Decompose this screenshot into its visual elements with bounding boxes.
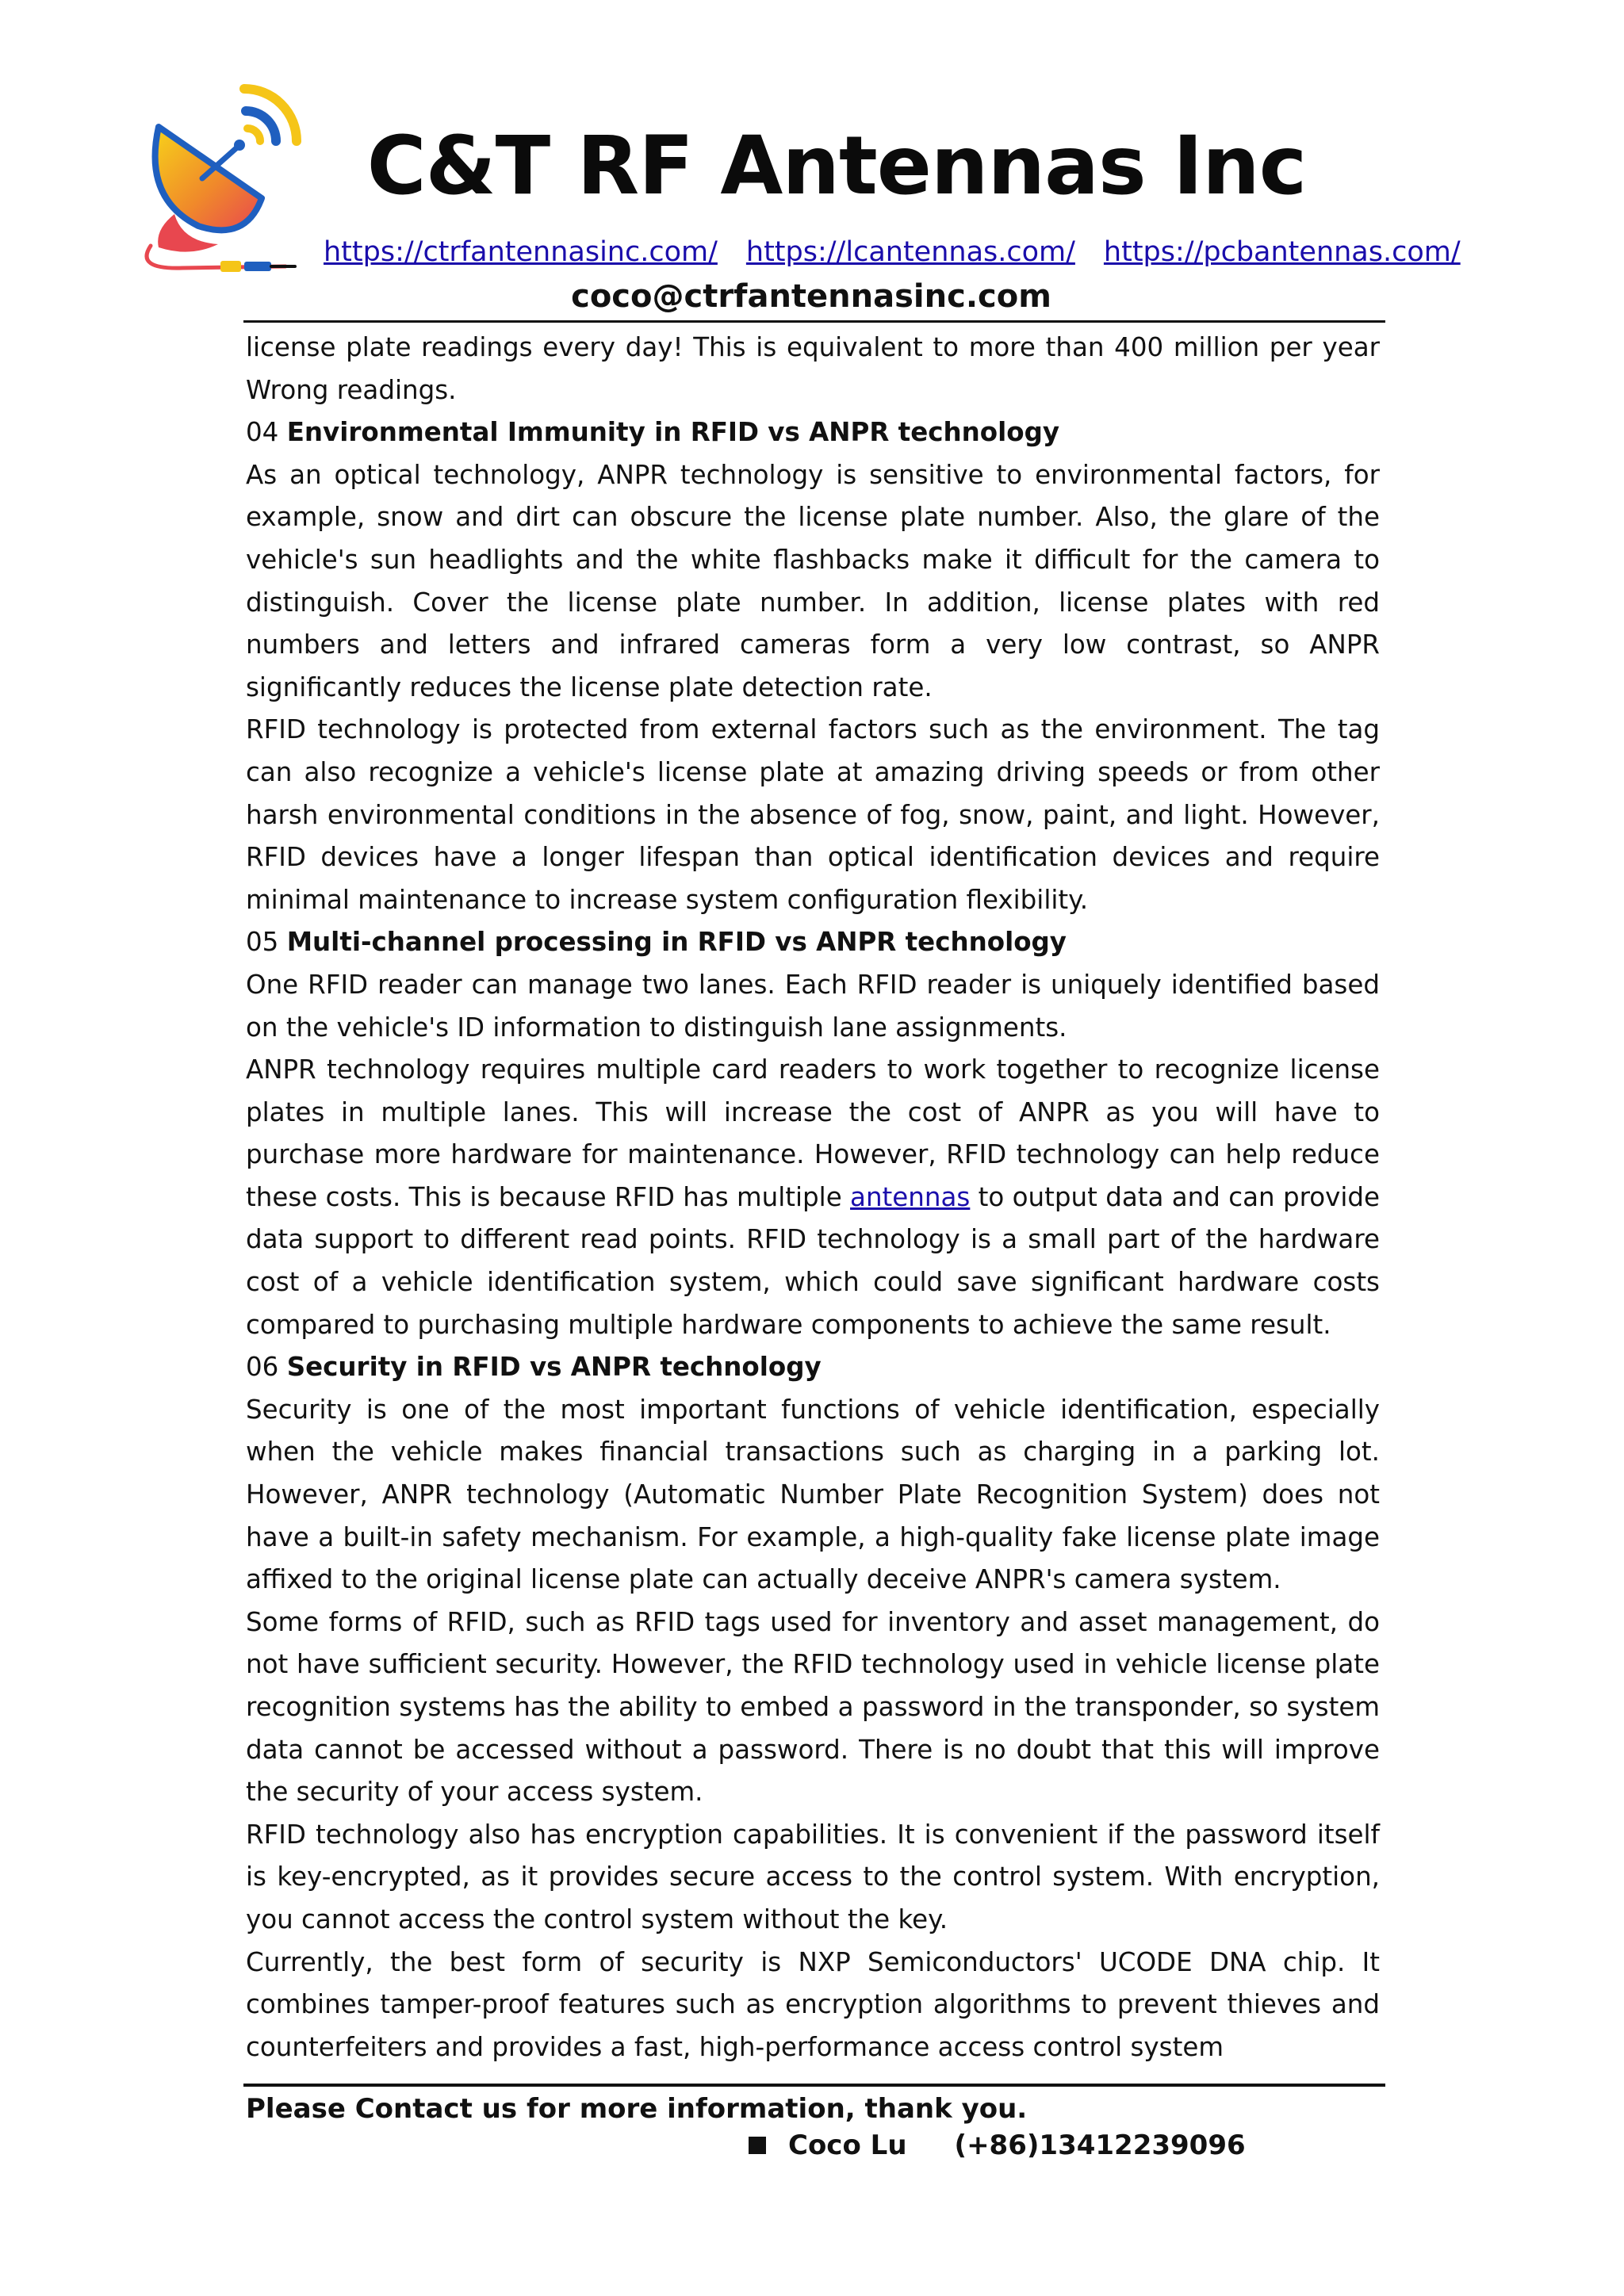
paragraph: RFID technology is protected from external factors such as the environment. The tag can also recognize a vehicle's license plate at amazing driving speeds or from other harsh environmental conditions in the absence of fog, snow, paint, and light. However, RFID devices have a longer lifespan than optical identification devices and require minimal maintenance to increase system configuration flexibility. bbox=[246, 714, 1380, 915]
section-heading bbox=[246, 1346, 1380, 1389]
contact-line bbox=[749, 2126, 1246, 2164]
paragraph: One RFID reader can manage two lanes. Each RFID reader is uniquely identified based on the vehicle's ID information to distinguish lane assignments. bbox=[246, 969, 1380, 1043]
header-divider bbox=[243, 320, 1385, 323]
section-number: 04 bbox=[246, 417, 279, 448]
paragraph: Security is one of the most important functions of vehicle identification, especially when the vehicle makes financial transactions such as charging in a parking lot. However, ANPR technology (Automatic Number Plate Recognition System) does not have a built-in safety mechanism. For example, a high-quality fake license plate image affixed to the original license plate can actually deceive ANPR's camera system. bbox=[246, 1394, 1380, 1595]
company-title: C&T RF Antennas Inc bbox=[366, 119, 1307, 213]
link-pcbantennas[interactable]: https://pcbantennas.com/ bbox=[1103, 236, 1461, 268]
section-number: 05 bbox=[246, 927, 279, 958]
section-title: Environmental Immunity in RFID vs ANPR technology bbox=[286, 417, 1060, 448]
paragraph: Some forms of RFID, such as RFID tags used for inventory and asset management, do not have sufficient security. However, the RFID technology used in vehicle license plate recognition systems has the ability to embed a password in the transponder, so system data cannot be accessed without a password. There is no doubt that this will improve the security of your access system. bbox=[246, 1606, 1380, 1808]
paragraph: Currently, the best form of security is NXP Semiconductors' UCODE DNA chip. It combines tamper-proof features such as encryption algorithms to prevent thieves and counterfeiters and provides a fast, high-performance access control system bbox=[246, 1946, 1380, 2062]
contact-email: coco@ctrfantennasinc.com bbox=[571, 278, 1051, 315]
paragraph-text: ANPR technology requires multiple card readers to work together to recognize license plates in multiple lanes. This will increase the cost of ANPR as you will have to purchase more hardware for maintenance. However, RFID technology can help reduce these costs. This is because RFID has multiple bbox=[246, 1054, 1380, 1212]
satellite-dish-logo-icon bbox=[127, 79, 309, 277]
section-heading bbox=[246, 921, 1380, 964]
section-title: Multi-channel processing in RFID vs ANPR technology bbox=[286, 927, 1067, 958]
link-lcantennas[interactable]: https://lcantennas.com/ bbox=[745, 236, 1075, 268]
antennas-link[interactable]: antennas bbox=[850, 1181, 971, 1212]
footer-divider bbox=[243, 2084, 1385, 2087]
paragraph-text: to output data and can provide data support to different read points. RFID technology is a small part of the hardware cost of a vehicle identification system, which could save significant hardware costs compared to purchasing multiple hardware components to achieve the same result. bbox=[246, 1181, 1380, 1340]
paragraph: RFID technology also has encryption capabilities. It is convenient if the password itself is key-encrypted, as it provides secure access to the control system. With encryption, you cannot access the control system without the key. bbox=[246, 1819, 1380, 1934]
footer-note: Please Contact us for more information, thank you. bbox=[246, 2093, 1028, 2125]
contact-phone: (+86)13412239096 bbox=[954, 2130, 1246, 2161]
article-body bbox=[246, 327, 1380, 2068]
company-logo bbox=[127, 79, 309, 277]
paragraph: license plate readings every day! This is equivalent to more than 400 million per year Wrong readings. bbox=[246, 332, 1380, 405]
section-title: Security in RFID vs ANPR technology bbox=[286, 1352, 822, 1383]
black-square-bullet-icon bbox=[749, 2137, 766, 2154]
contact-name: Coco Lu bbox=[788, 2130, 907, 2161]
header-links bbox=[324, 235, 1461, 270]
section-number: 06 bbox=[246, 1352, 279, 1383]
link-ctrfantennasinc[interactable]: https://ctrfantennasinc.com/ bbox=[324, 236, 718, 268]
paragraph: As an optical technology, ANPR technology is sensitive to environmental factors, for example, snow and dirt can obscure the license plate number. Also, the glare of the vehicle's sun headlights and the white flashbacks make it difficult for the camera to distinguish. Cover the license plate number. In addition, license plates with red numbers and letters and infrared cameras form a very low contrast, so ANPR significantly reduces the license plate detection rate. bbox=[246, 459, 1380, 702]
section-heading bbox=[246, 411, 1380, 454]
paragraph bbox=[246, 1049, 1380, 1346]
